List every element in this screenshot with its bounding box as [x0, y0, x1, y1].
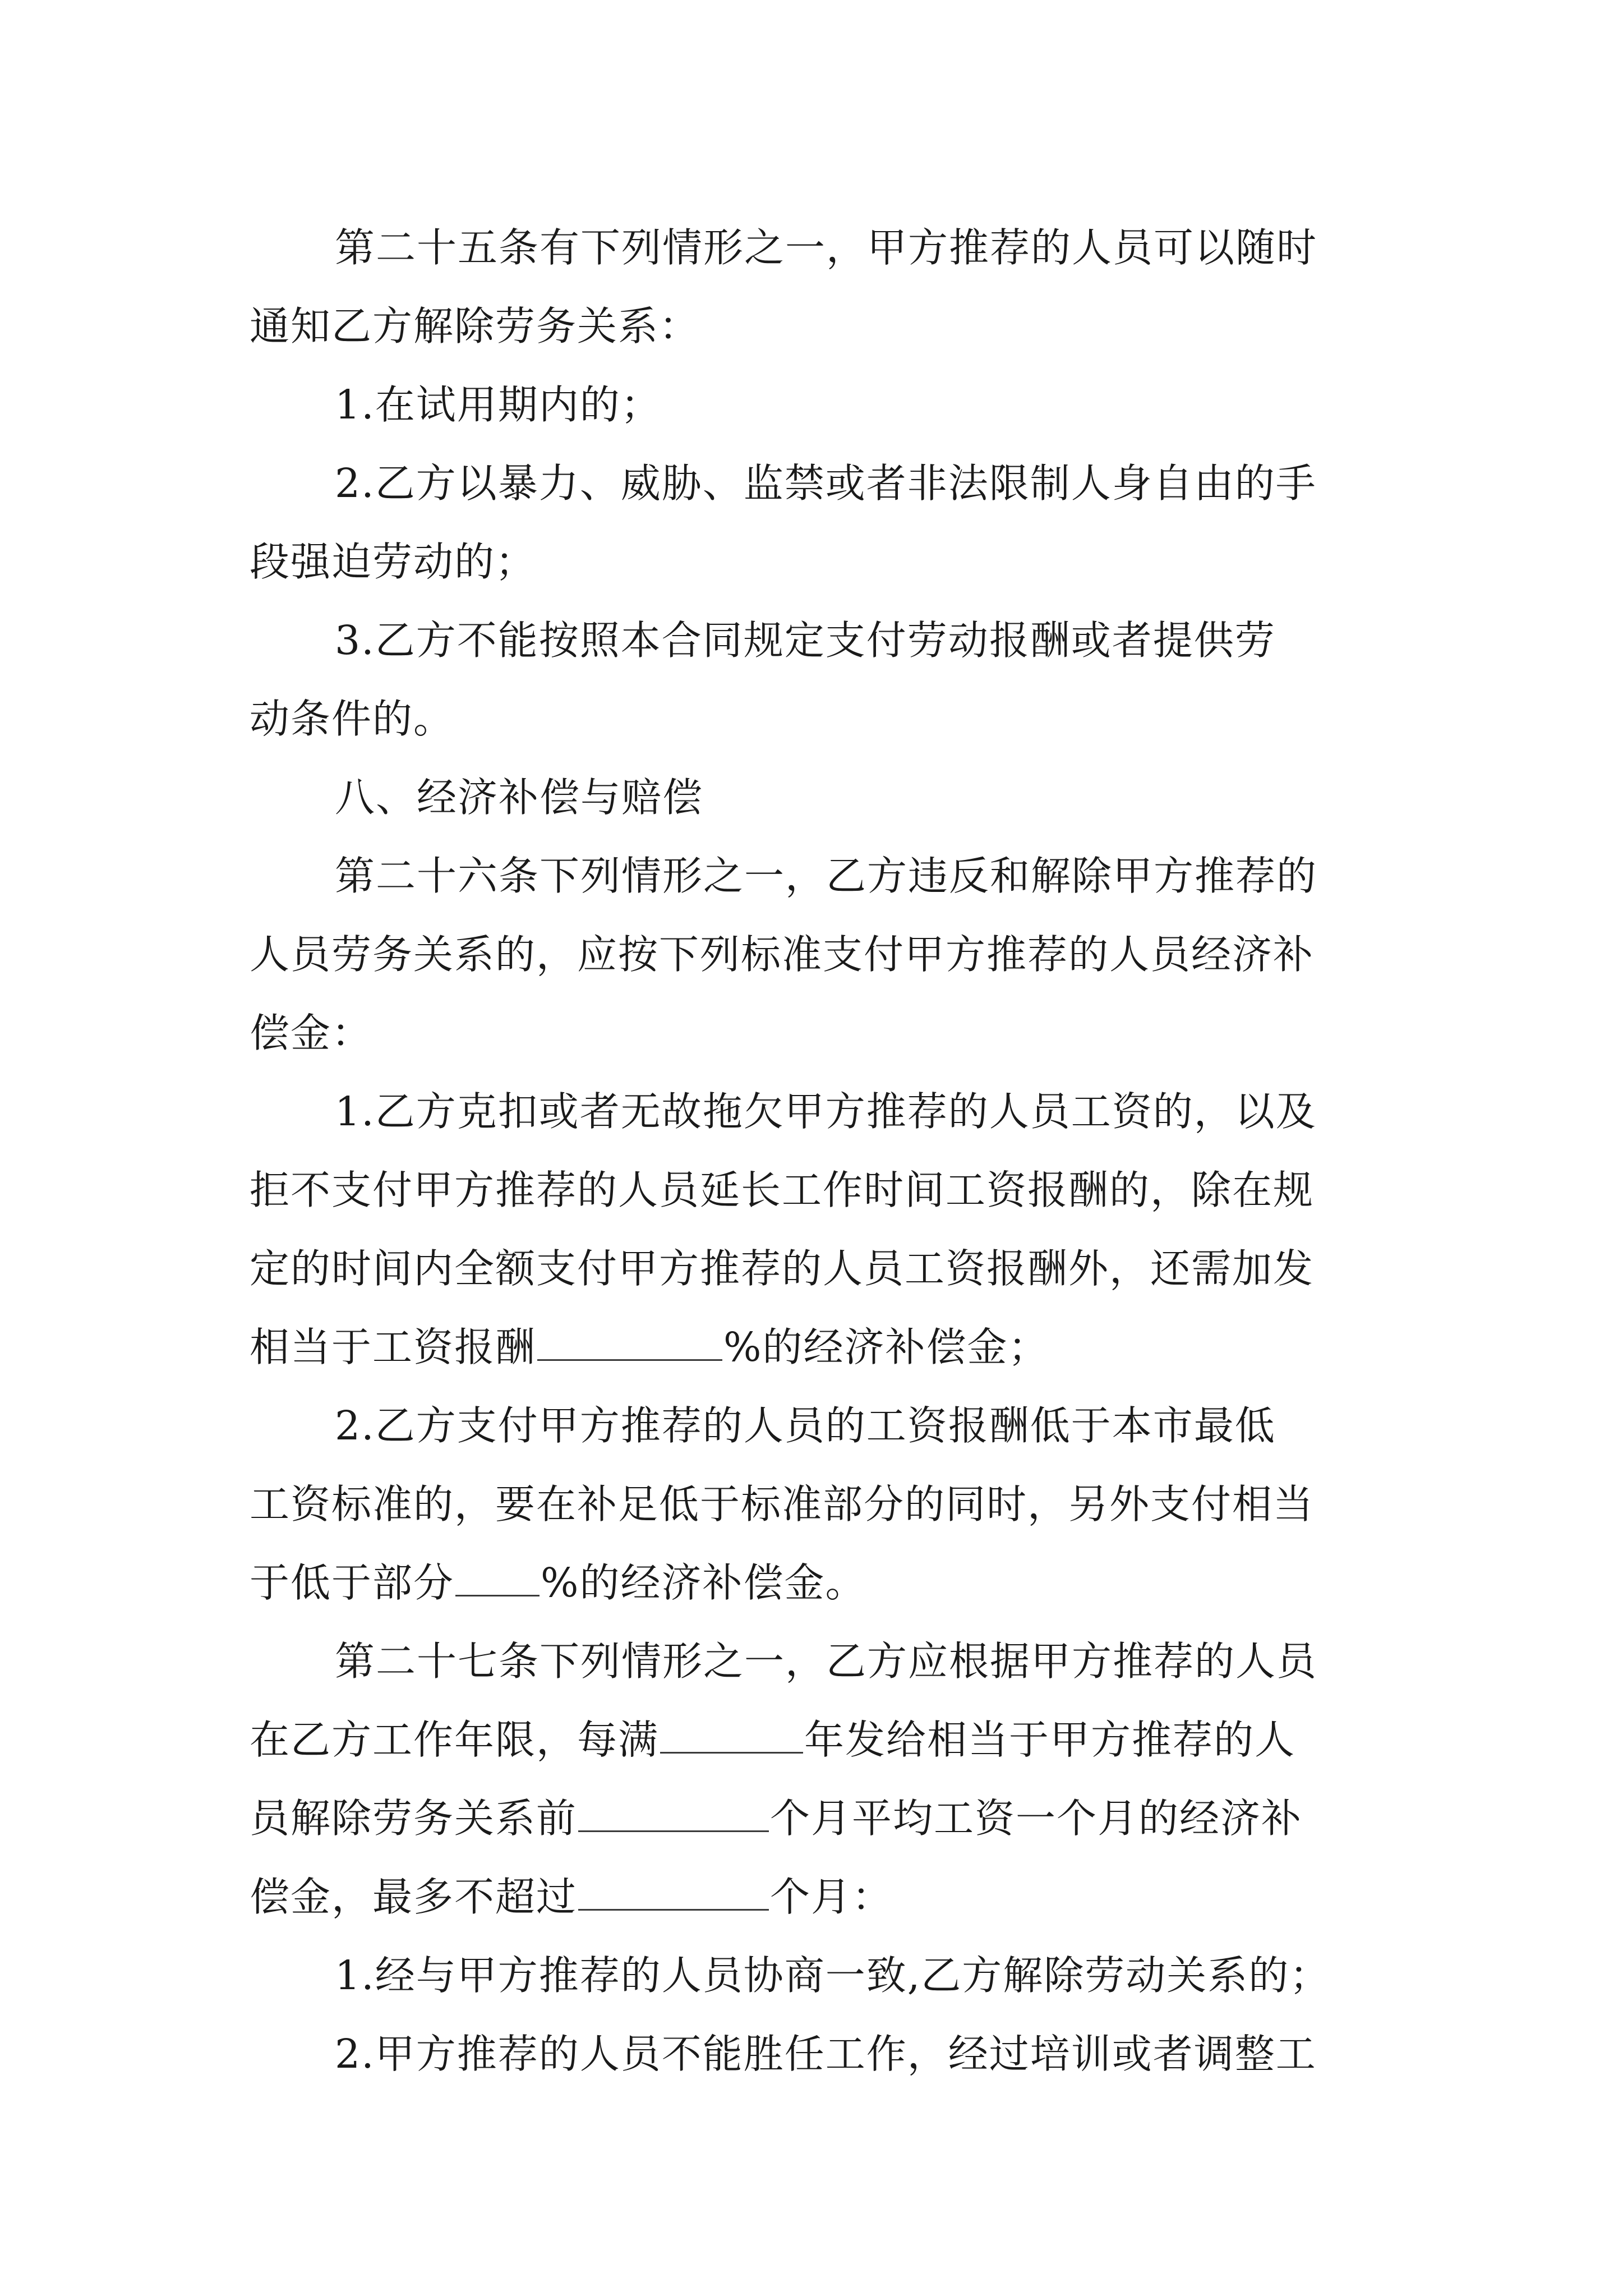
text-segment: 员解除劳务关系前 [250, 1795, 578, 1842]
article-26-item-1-line-4 [250, 1308, 1377, 1387]
article-26-heading-line-2: 人员劳务关系的，应按下列标准支付甲方推荐的人员经济补 [250, 931, 1315, 978]
article-26-item-2-line-1: 2.乙方支付甲方推荐的人员的工资报酬低于本市最低 [335, 1402, 1276, 1449]
article-25-item-3-line-2: 动条件的。 [250, 696, 455, 742]
article-25-heading-line-1: 第二十五条有下列情形之一，甲方推荐的人员可以随时 [335, 224, 1318, 271]
article-27-item-1: 1.经与甲方推荐的人员协商一致,乙方解除劳动关系的； [335, 1952, 1331, 1999]
fill-in-blank[interactable] [660, 1719, 803, 1754]
text-segment: 个月： [770, 1874, 893, 1920]
text-segment: %的经济补偿金； [723, 1324, 1049, 1370]
section-8-heading: 八、经济补偿与赔偿 [335, 774, 704, 821]
article-25-item-3-line-1: 3.乙方不能按照本合同规定支付劳动报酬或者提供劳 [335, 617, 1276, 664]
fill-in-blank[interactable] [537, 1327, 722, 1361]
contract-text [250, 209, 1377, 2093]
article-26-item-2-line-3 [250, 1544, 1377, 1622]
article-27-heading-line-2 [250, 1701, 1377, 1779]
text-segment: 在乙方工作年限，每满 [250, 1717, 660, 1763]
fill-in-blank[interactable] [578, 1798, 769, 1832]
text-segment: 于低于部分 [250, 1559, 455, 1606]
article-25-item-1: 1.在试用期内的； [335, 381, 662, 428]
article-27-heading-line-4 [250, 1858, 1377, 1936]
text-segment: 相当于工资报酬 [250, 1324, 537, 1370]
text-segment: 个月平均工资一个月的经济补 [770, 1795, 1303, 1842]
fill-in-blank[interactable] [578, 1876, 769, 1911]
article-25-item-2-line-1: 2.乙方以暴力、威胁、监禁或者非法限制人身自由的手 [335, 460, 1317, 507]
article-27-item-2: 2.甲方推荐的人员不能胜任工作，经过培训或者调整工 [335, 2031, 1317, 2077]
text-segment: 年发给相当于甲方推荐的人 [804, 1717, 1296, 1763]
article-26-item-2-line-2: 工资标准的，要在补足低于标准部分的同时，另外支付相当 [250, 1481, 1315, 1527]
article-27-heading-line-1: 第二十七条下列情形之一，乙方应根据甲方推荐的人员 [335, 1638, 1318, 1685]
article-26-item-1-line-2: 拒不支付甲方推荐的人员延长工作时间工资报酬的，除在规 [250, 1167, 1315, 1213]
article-27-heading-line-3 [250, 1779, 1377, 1858]
article-26-heading-line-3: 偿金： [250, 1010, 373, 1056]
article-26-item-1-line-1: 1.乙方克扣或者无故拖欠甲方推荐的人员工资的，以及 [335, 1088, 1317, 1135]
article-25-heading-line-2: 通知乙方解除劳务关系： [250, 303, 700, 349]
article-26-item-1-line-3: 定的时间内全额支付甲方推荐的人员工资报酬外，还需加发 [250, 1245, 1315, 1292]
fill-in-blank[interactable] [455, 1562, 540, 1596]
text-segment: 偿金，最多不超过 [250, 1874, 578, 1920]
article-25-item-2-line-2: 段强迫劳动的； [250, 539, 537, 585]
text-segment: %的经济补偿金。 [541, 1559, 866, 1606]
article-26-heading-line-1: 第二十六条下列情形之一，乙方违反和解除甲方推荐的 [335, 853, 1318, 899]
